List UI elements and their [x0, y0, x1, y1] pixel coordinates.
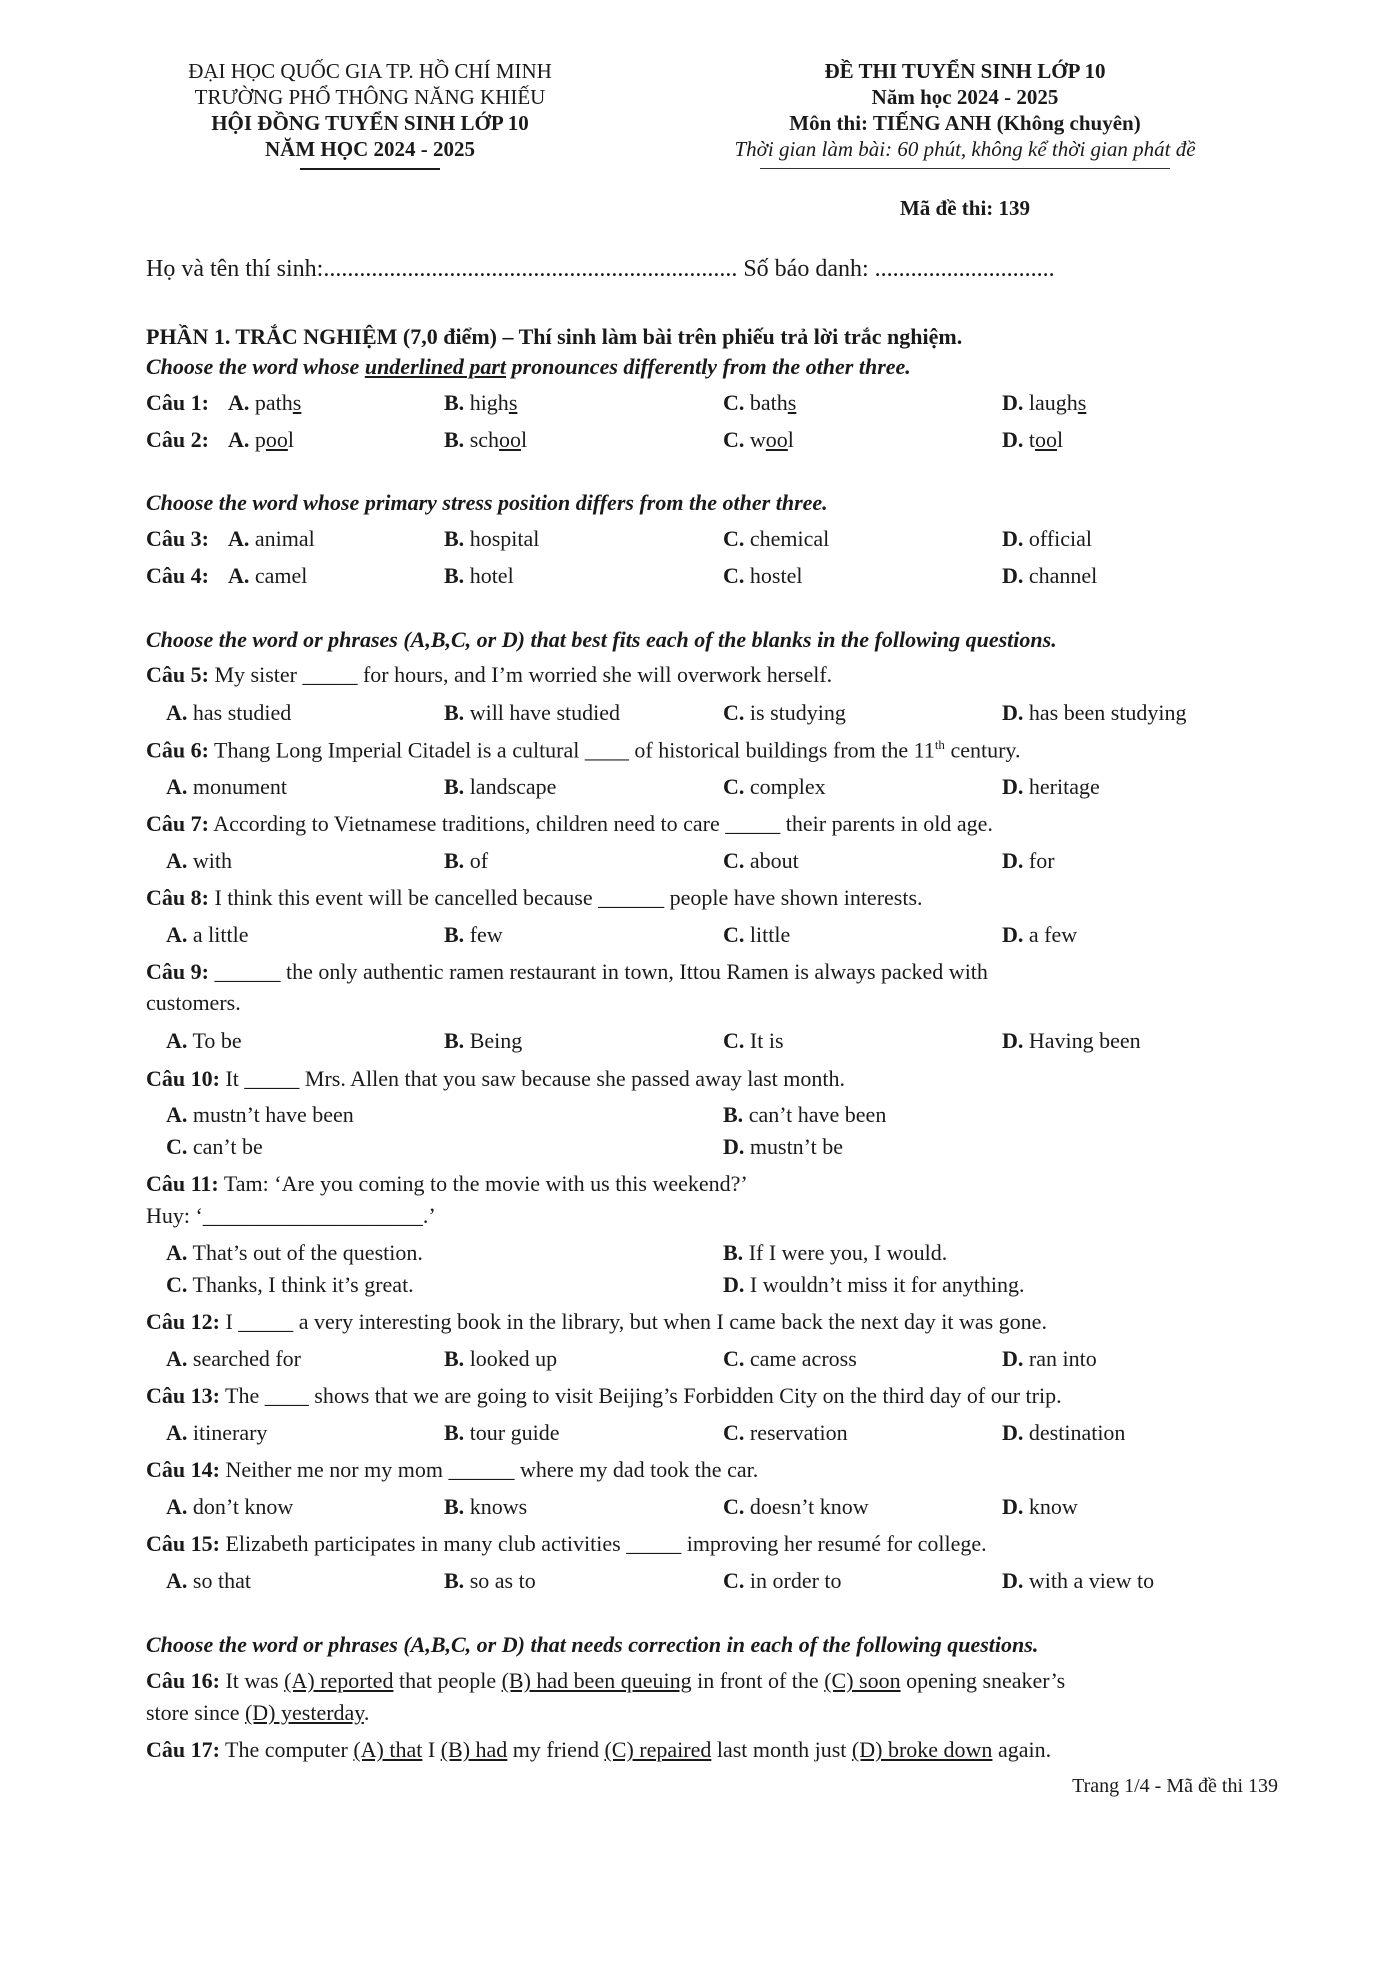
option-a[interactable]: A. searched for [166, 1346, 301, 1371]
question-stem-cont: customers. [146, 990, 241, 1015]
option-a[interactable]: A. That’s out of the question. [166, 1240, 423, 1265]
question-label: Câu 3: [146, 526, 209, 551]
option-a[interactable]: A. itinerary [166, 1420, 268, 1445]
option-c[interactable]: C. little [723, 922, 791, 947]
university-name: ĐẠI HỌC QUỐC GIA TP. HỒ CHÍ MINH [188, 59, 552, 83]
instruction-pronunciation: Choose the word whose underlined part pronounces differently from the other three. [146, 354, 911, 379]
candidate-info [146, 256, 1055, 283]
option-c[interactable]: C. Thanks, I think it’s great. [166, 1272, 414, 1297]
option-c[interactable]: C. is studying [723, 700, 846, 725]
question-stem: Câu 14: Neither me nor my mom ______ where my dad took the car. [146, 1457, 759, 1482]
question-stem: Câu 11: Tam: ‘Are you coming to the movie with us this weekend?’ [146, 1171, 748, 1196]
option-b[interactable]: B. looked up [444, 1346, 558, 1371]
option-a[interactable]: A. To be [166, 1028, 242, 1053]
option-b[interactable]: B. highs [444, 390, 518, 415]
option-a[interactable]: A. monument [166, 774, 287, 799]
question-stem: Câu 13: The ____ shows that we are going to visit Beijing’s Forbidden City on the third day of our trip. [146, 1383, 1062, 1408]
option-b[interactable]: B. can’t have been [723, 1102, 887, 1127]
option-d[interactable]: D. a few [1002, 922, 1078, 947]
question-stem: Câu 12: I _____ a very interesting book in the library, but when I came back the next day it was gone. [146, 1309, 1047, 1334]
question-stem: Câu 10: It _____ Mrs. Allen that you saw because she passed away last month. [146, 1066, 845, 1091]
option-d[interactable]: D. for [1002, 848, 1055, 873]
question-stem: Câu 6: Thang Long Imperial Citadel is a cultural ____ of historical buildings from the 11th century. [146, 737, 1021, 763]
option-b[interactable]: B. tour guide [444, 1420, 560, 1445]
option-a[interactable]: A. don’t know [166, 1494, 294, 1519]
exam-time: Thời gian làm bài: 60 phút, không kể thời gian phát đề [734, 137, 1196, 161]
school-year: NĂM HỌC 2024 - 2025 [265, 137, 475, 161]
school-name: TRƯỜNG PHỔ THÔNG NĂNG KHIẾU [194, 85, 546, 109]
exam-year: Năm học 2024 - 2025 [871, 85, 1059, 109]
exam-subject: Môn thi: TIẾNG ANH (Không chuyên) [789, 111, 1141, 135]
question-stem-cont: store since (D) yesterday. [146, 1700, 370, 1725]
option-b[interactable]: B. of [444, 848, 489, 873]
option-c[interactable]: C. came across [723, 1346, 857, 1371]
option-d[interactable]: D. with a view to [1002, 1568, 1155, 1593]
option-a[interactable]: A. paths [228, 390, 302, 415]
option-b[interactable]: B. few [444, 922, 503, 947]
question-stem-cont: Huy: ‘____________________.’ [146, 1203, 436, 1228]
option-d[interactable]: D. heritage [1002, 774, 1100, 799]
exam-code: Mã đề thi: 139 [899, 196, 1031, 220]
option-c[interactable]: C. complex [723, 774, 826, 799]
option-d[interactable]: D. has been studying [1002, 700, 1187, 725]
question-stem: Câu 15: Elizabeth participates in many club activities _____ improving her resumé for college. [146, 1531, 987, 1556]
option-a[interactable]: A. animal [228, 526, 315, 551]
option-c[interactable]: C. in order to [723, 1568, 842, 1593]
candidate-id-field[interactable]: Số báo danh: .............................. [743, 256, 1055, 282]
school-header [150, 58, 590, 170]
option-c[interactable]: C. hostel [723, 563, 803, 588]
page-footer: Trang 1/4 - Mã đề thi 139 [1072, 1775, 1278, 1797]
option-b[interactable]: B. landscape [444, 774, 557, 799]
option-d[interactable]: D. I wouldn’t miss it for anything. [723, 1272, 1025, 1297]
question-label: Câu 2: [146, 427, 209, 452]
instruction-stress: Choose the word whose primary stress position differs from the other three. [146, 490, 828, 515]
header-divider [760, 168, 1170, 169]
instruction-blanks: Choose the word or phrases (A,B,C, or D) that best fits each of the blanks in the following questions. [146, 627, 1057, 652]
option-b[interactable]: B. knows [444, 1494, 528, 1519]
question-label: Câu 4: [146, 563, 209, 588]
option-c[interactable]: C. chemical [723, 526, 830, 551]
option-c[interactable]: C. doesn’t know [723, 1494, 869, 1519]
header-divider [300, 168, 440, 170]
option-b[interactable]: B. hotel [444, 563, 514, 588]
option-c[interactable]: C. baths [723, 390, 797, 415]
candidate-name-field[interactable]: Họ và tên thí sinh:..................................................................... [146, 256, 738, 282]
question-stem: Câu 9: ______ the only authentic ramen restaurant in town, Ittou Ramen is always packed with [146, 959, 988, 984]
option-c[interactable]: C. reservation [723, 1420, 848, 1445]
option-d[interactable]: D. know [1002, 1494, 1078, 1519]
option-a[interactable]: A. so that [166, 1568, 251, 1593]
option-b[interactable]: B. will have studied [444, 700, 620, 725]
part1-title: PHẦN 1. TRẮC NGHIỆM (7,0 điểm) – Thí sinh làm bài trên phiếu trả lời trắc nghiệm. [146, 324, 963, 349]
option-b[interactable]: B. Being [444, 1028, 523, 1053]
option-b[interactable]: B. If I were you, I would. [723, 1240, 948, 1265]
option-a[interactable]: A. with [166, 848, 233, 873]
option-d[interactable]: D. tool [1002, 427, 1064, 452]
option-c[interactable]: C. about [723, 848, 799, 873]
exam-title: ĐỀ THI TUYỂN SINH LỚP 10 [824, 59, 1106, 83]
council-name: HỘI ĐỒNG TUYỂN SINH LỚP 10 [211, 111, 529, 135]
option-d[interactable]: D. Having been [1002, 1028, 1141, 1053]
option-a[interactable]: A. has studied [166, 700, 292, 725]
option-a[interactable]: A. camel [228, 563, 308, 588]
option-b[interactable]: B. school [444, 427, 528, 452]
option-c[interactable]: C. wool [723, 427, 794, 452]
option-c[interactable]: C. It is [723, 1028, 784, 1053]
option-b[interactable]: B. hospital [444, 526, 540, 551]
question-stem: Câu 17: The computer (A) that I (B) had my friend (C) repaired last month just (D) broke down again. [146, 1737, 1052, 1762]
option-b[interactable]: B. so as to [444, 1568, 536, 1593]
option-d[interactable]: D. mustn’t be [723, 1134, 843, 1159]
option-a[interactable]: A. mustn’t have been [166, 1102, 354, 1127]
option-a[interactable]: A. pool [228, 427, 295, 452]
question-stem: Câu 7: According to Vietnamese traditions, children need to care _____ their parents in old age. [146, 811, 993, 836]
question-stem: Câu 5: My sister _____ for hours, and I’m worried she will overwork herself. [146, 662, 833, 687]
option-d[interactable]: D. laughs [1002, 390, 1087, 415]
option-d[interactable]: D. ran into [1002, 1346, 1097, 1371]
option-d[interactable]: D. official [1002, 526, 1093, 551]
option-d[interactable]: D. channel [1002, 563, 1098, 588]
exam-header [685, 58, 1245, 221]
instruction-error: Choose the word or phrases (A,B,C, or D) that needs correction in each of the following questions. [146, 1632, 1039, 1657]
option-d[interactable]: D. destination [1002, 1420, 1126, 1445]
question-stem: Câu 8: I think this event will be cancelled because ______ people have shown interests. [146, 885, 923, 910]
option-c[interactable]: C. can’t be [166, 1134, 263, 1159]
question-label: Câu 1: [146, 390, 209, 415]
question-stem: Câu 16: It was (A) reported that people (B) had been queuing in front of the (C) soon opening sneaker’s [146, 1668, 1066, 1693]
option-a[interactable]: A. a little [166, 922, 249, 947]
